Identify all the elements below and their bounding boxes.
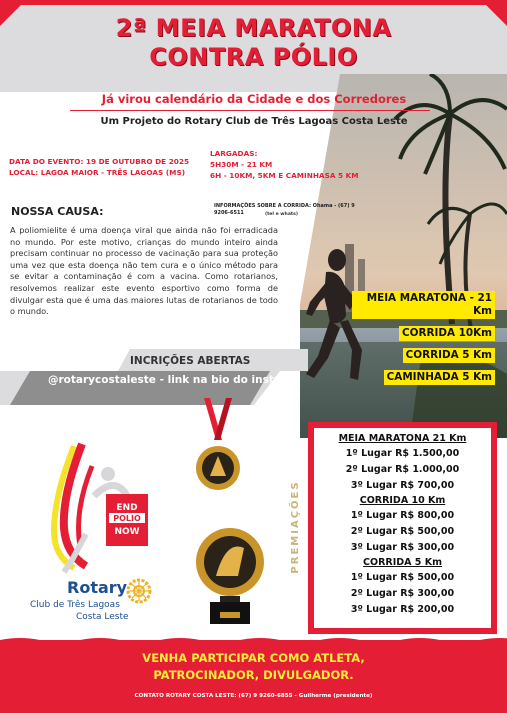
end-polio-word-end: END — [116, 503, 138, 513]
footer-contact: CONTATO ROTARY COSTA LESTE: (67) 9 9260-6855 - Guilherme (presidente) — [134, 693, 373, 699]
race-item-walk-5km: CAMINHADA 5 Km — [384, 370, 495, 385]
rotary-wordmark: Rotary — [67, 578, 128, 597]
largada-21km: 5H30M - 21 KM — [210, 160, 273, 169]
prize-line: 2º Lugar R$ 500,00 — [350, 526, 455, 537]
cause-paragraph: A poliomielite é uma doença viral que ainda não foi erradicada no mundo. Por este motivo, crianças do mundo inteiro ainda precisam continuar no processo de vacinação para sua proteção uma vez que esta doença não tem cura e o único método para se evitar a contaminação é com a vacina. Como rotarianos, resolvemos realizar este evento esportivo como forma de divulgar esta que é uma das maiores lutas de rotarianos de todo o mundo. — [10, 225, 278, 317]
largada-others: 6H - 10KM, 5KM E CAMINHASA 5 KM — [210, 171, 359, 180]
prize-line: 1º Lugar R$ 500,00 — [350, 572, 455, 583]
club-name-line1: Club de Três Lagoas — [30, 600, 120, 610]
subtitle: Já virou calendário da Cidade e dos Corredores — [101, 92, 407, 106]
largadas-label: LARGADAS: — [210, 149, 258, 158]
prizes-side-label — [288, 467, 302, 587]
cause-text — [10, 225, 278, 324]
prizes-list — [308, 432, 497, 618]
prize-heading-5km: CORRIDA 5 Km — [363, 557, 442, 568]
prize-heading-10km: CORRIDA 10 Km — [359, 495, 446, 506]
rotary-wheel-icon — [126, 578, 152, 604]
registration-title: INCRIÇÕES ABERTAS — [130, 355, 251, 367]
prize-line: 3º Lugar R$ 200,00 — [350, 604, 455, 615]
title-line-2: CONTRA PÓLIO — [149, 43, 358, 71]
race-info-contact: INFORMAÇÕES SOBRE A CORRIDA: Ohama - (67) 9 9206-6511 — [214, 203, 355, 216]
end-polio-runner-logo — [34, 436, 164, 576]
prize-heading-half-marathon: MEIA MARATONA 21 Km — [338, 433, 467, 444]
cause-title: NOSSA CAUSA: — [11, 205, 104, 218]
call-to-action-line1: VENHA PARTICIPAR COMO ATLETA, — [142, 651, 365, 665]
title-line-1: 2ª MEIA MARATONA — [115, 14, 392, 42]
registration-instagram[interactable]: @rotarycostaleste - link na bio do insta — [48, 374, 281, 386]
prize-line: 1º Lugar R$ 1.500,00 — [345, 448, 460, 459]
medal-icon — [188, 398, 248, 504]
prize-line: 2º Lugar R$ 300,00 — [350, 588, 455, 599]
race-item-half-marathon: MEIA MARATONA - 21 Km — [352, 291, 495, 319]
club-name-line2: Costa Leste — [76, 612, 129, 622]
prize-line: 3º Lugar R$ 700,00 — [350, 480, 455, 491]
prize-line: 1º Lugar R$ 800,00 — [350, 510, 455, 521]
subtitle-divider — [70, 110, 430, 111]
race-list — [352, 291, 495, 387]
trophy-icon — [190, 520, 270, 628]
call-to-action-line2: PATROCINADOR, DIVULGADOR. — [153, 668, 354, 682]
end-polio-word-polio: POLIO — [113, 514, 141, 523]
prize-line: 3º Lugar R$ 300,00 — [350, 542, 455, 553]
race-info-note: (tel e whats) — [265, 212, 298, 217]
project-line: Um Projeto do Rotary Club de Três Lagoas Costa Leste — [100, 116, 408, 127]
prizes-side-label-text: PREMIAÇÕES — [290, 480, 301, 574]
header-stripe — [0, 0, 507, 5]
end-polio-word-now: NOW — [114, 527, 140, 537]
race-item-5km: CORRIDA 5 Km — [403, 348, 495, 363]
event-location: LOCAL: LAGOA MAIOR - TRÊS LAGOAS (MS) — [9, 168, 186, 177]
footer-dots-decoration — [0, 636, 507, 644]
event-date: DATA DO EVENTO: 19 DE OUTUBRO DE 2025 — [9, 157, 190, 166]
prize-line: 2º Lugar R$ 1.000,00 — [345, 464, 460, 475]
race-item-10km: CORRIDA 10Km — [399, 326, 495, 341]
